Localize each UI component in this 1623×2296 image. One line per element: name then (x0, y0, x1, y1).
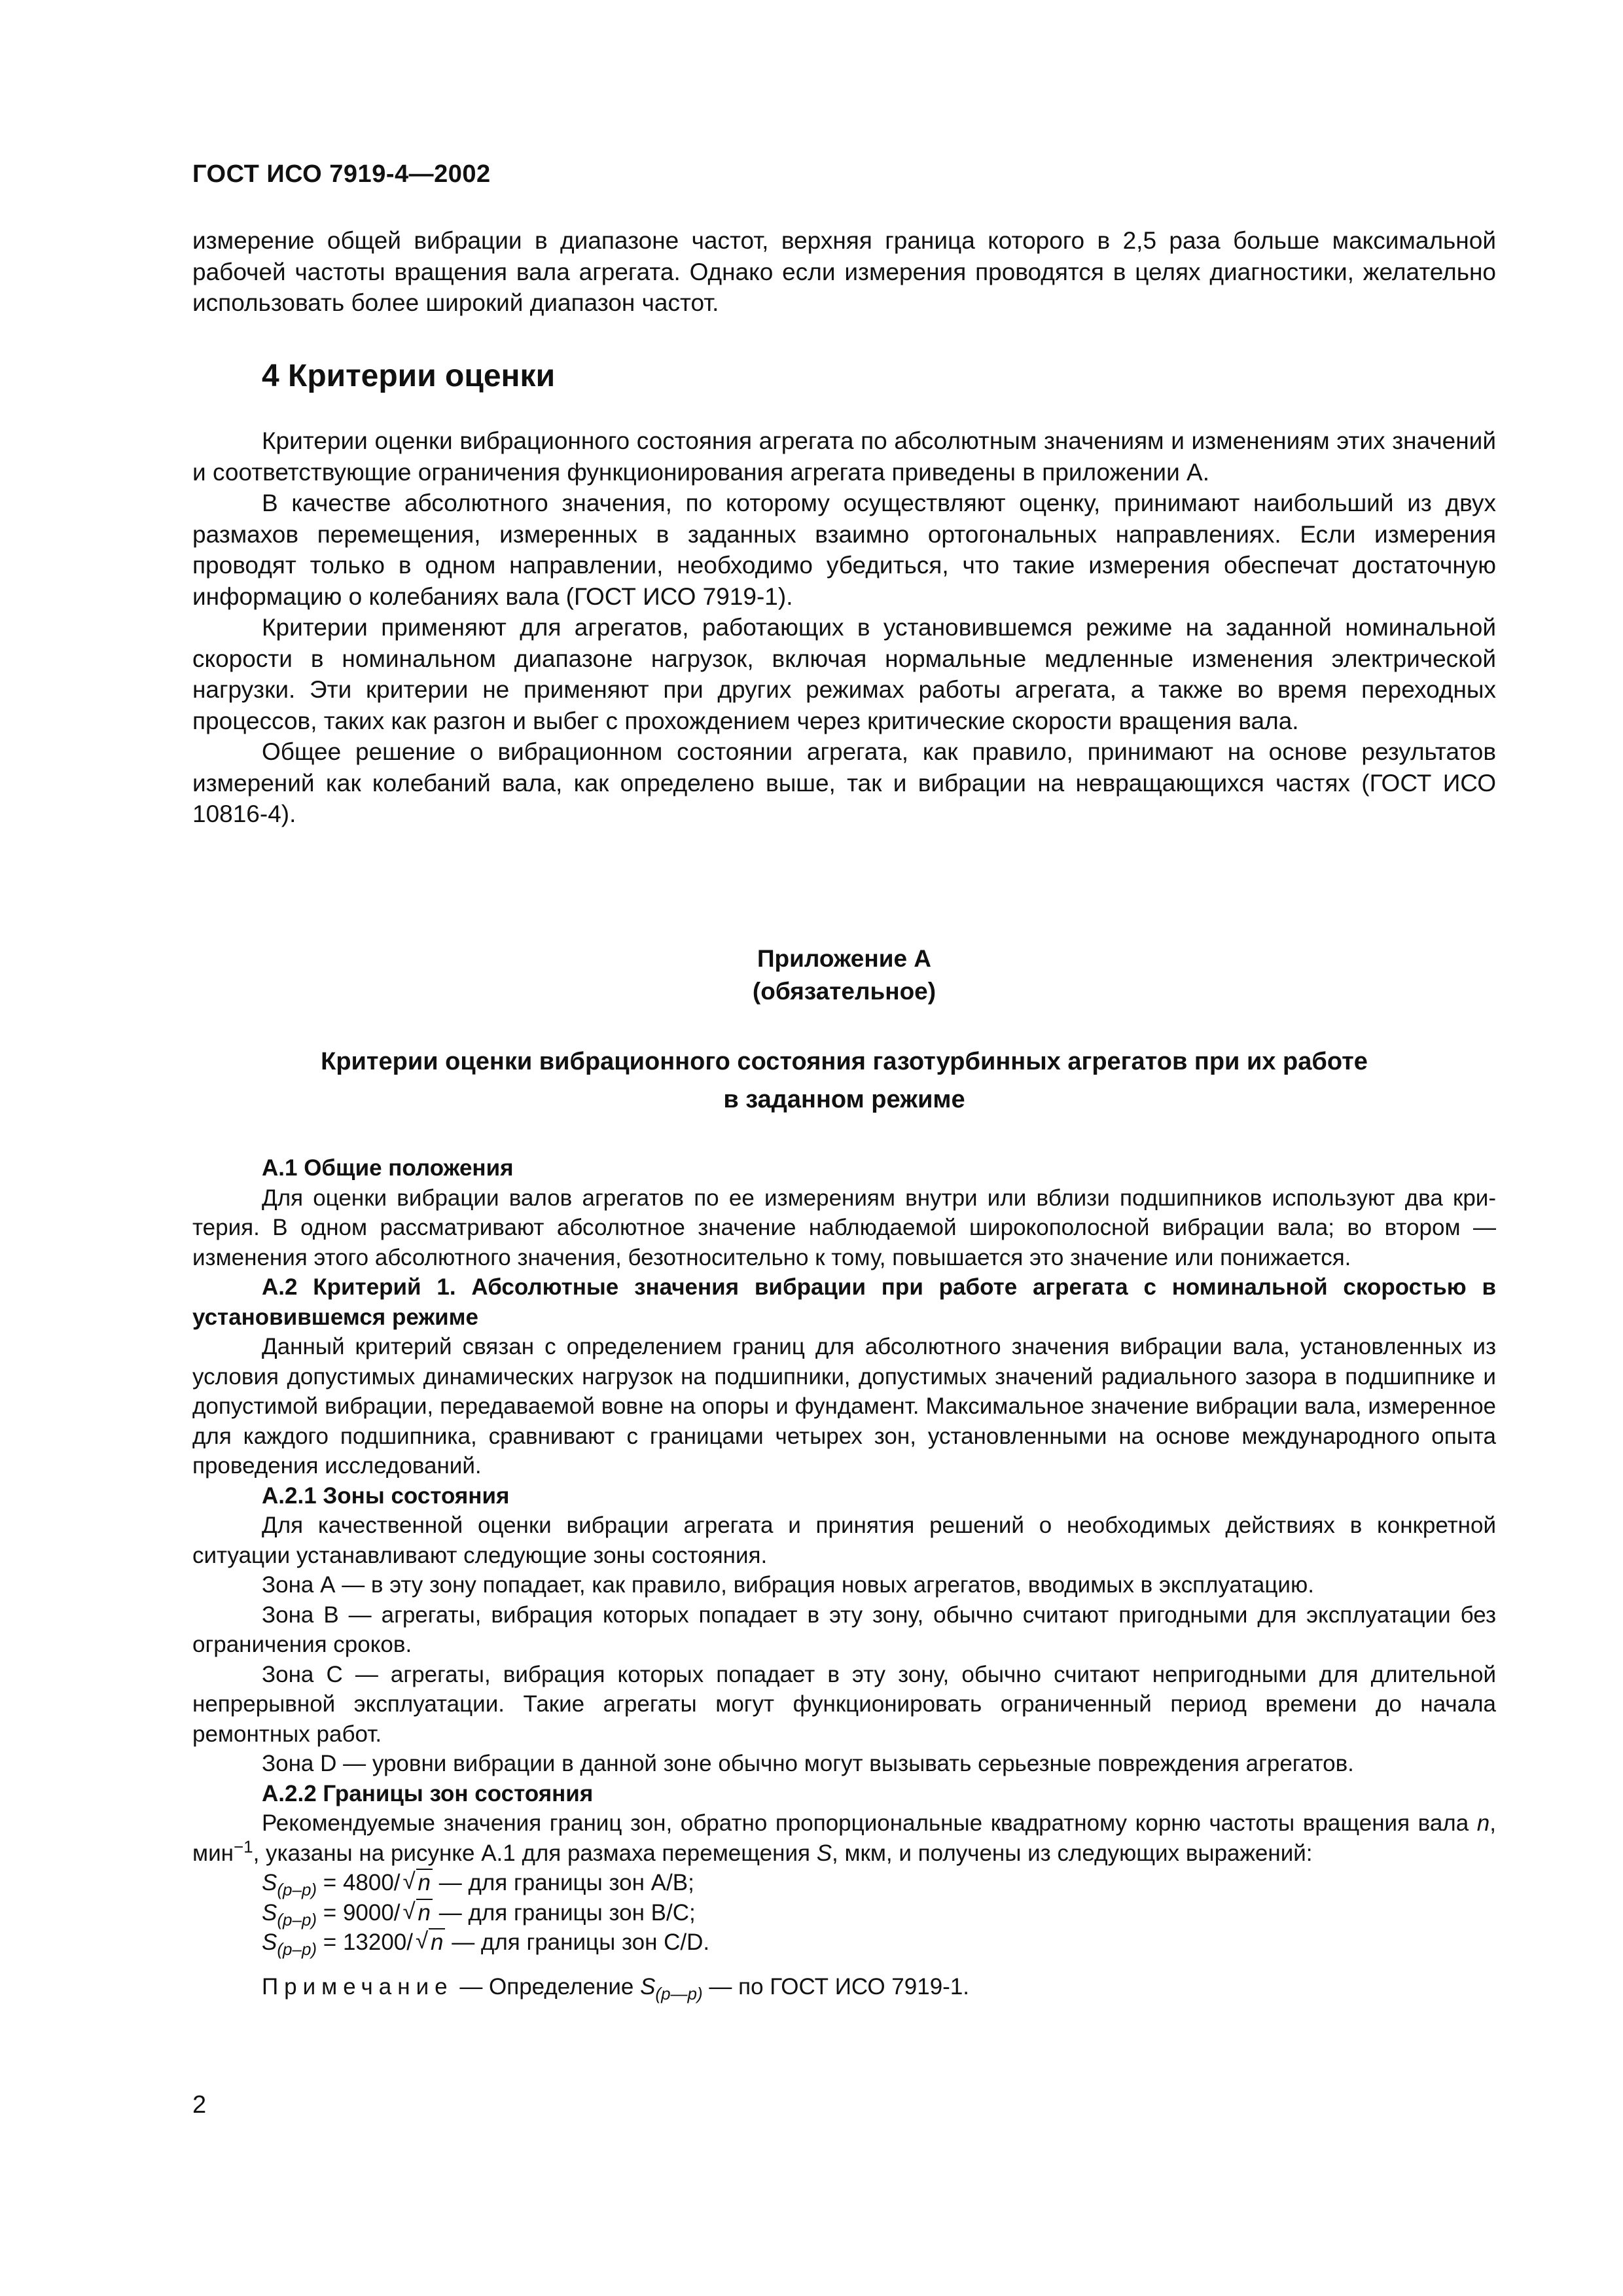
clause-a22-text-part: , мин (192, 1810, 1496, 1866)
formula-symbol: S (262, 1929, 277, 1955)
formula-symbol: S (262, 1870, 277, 1895)
zone-d-text: Зона D — уровни вибрации в данной зоне обычно могут вызывать серьезные повреждения агрегатов. (262, 1751, 1354, 1776)
variable-n: n (1476, 1810, 1490, 1836)
annex-status: (обязательное) (752, 978, 936, 1005)
section-4-paragraph: В качестве абсолютного значения, по которому осуществляют оценку, принимают наибольший из двух размахов перемещения, измеренных в заданных взаимно ортогональных направлениях. Если измерения проводят только в одном направлении, необходимо убедиться, что такие измерения обеспечат достаточную информацию о колебаниях вала (ГОСТ ИСО 7919-1). (192, 490, 1496, 610)
formula-description: — для границы зон А/В; (433, 1870, 694, 1895)
note-symbol: S (640, 1973, 656, 2000)
section-4-title: 4 Критерии оценки (262, 359, 556, 393)
note (192, 1972, 1496, 2002)
clause-a22-text-part: , указаны на рисунке А.1 для размаха перемещения (253, 1840, 817, 1866)
formula-value: = 9000/ (317, 1899, 401, 1926)
zone-a-text: Зона А — в эту зону попадает, как правило, вибрация новых агрегатов, вводимых в эксплуатацию. (262, 1572, 1314, 1598)
formula-description: — для границы зон В/С; (433, 1899, 696, 1926)
zone-b-text: Зона В — агрегаты, вибрация которых попадает в эту зону, обычно считают пригодными для эксплуатации без ограничения сроков. (192, 1602, 1496, 1657)
formula-subscript: (p–p) (277, 1909, 317, 1929)
exponent: −1 (233, 1836, 253, 1856)
clause-a2-text: Данный критерий связан с определением границ для абсолютного значения вибрации вала, установленных из условия допустимых динамических нагрузок на подшипники, допустимых значений радиального зазора в подшипнике и допустимой вибрации, передаваемой вовне на опоры и фундамент. Максимальное значение вибрации вала, измеренное для каждого подшипника, сравнивают с границами четырех зон, установленными на основе международного опыта проведения исследований. (192, 1334, 1496, 1479)
sqrt-radicand: n (429, 1928, 445, 1956)
section-4-body (192, 425, 1496, 830)
section-4-paragraph: Критерии оценки вибрационного состояния агрегата по абсолютным значениям и изменениям этих значений и соответствующие ограничения функционирования агрегата приведены в приложении А. (192, 427, 1496, 486)
formula-description: — для границы зон С/D. (445, 1929, 710, 1955)
formula-symbol: S (262, 1899, 277, 1926)
annex-title-line-2: в заданном режиме (723, 1086, 965, 1113)
clause-a2-heading: А.2 Критерий 1. Абсолютные значения вибрации при работе агрегата с номинальной скоростью в установившемся режиме (192, 1274, 1496, 1330)
note-label: Примечание (262, 1973, 454, 2000)
section-4-paragraph: Общее решение о вибрационном состоянии агрегата, как правило, принимают на основе результатов измерений как колебаний вала, как определено выше, так и вибрации на невращающихся частях (ГОСТ ИСО 10816-4). (192, 738, 1496, 827)
intro-paragraph: измерение общей вибрации в диапазоне частот, верхняя граница которого в 2,5 раза больше максимальной рабочей частоты вращения вала агрегата. Однако если измерения проводятся в целях диагностики, желательно использовать более широкий диапазон частот. (192, 227, 1496, 316)
annex-body (192, 1153, 1496, 2001)
formula-subscript: (p–p) (277, 1939, 317, 1959)
page-number: 2 (192, 2091, 207, 2119)
note-tail: — по ГОСТ ИСО 7919-1. (702, 1973, 970, 2000)
clause-a21-heading: А.2.1 Зоны состояния (262, 1482, 510, 1509)
formula-ab (192, 1868, 1496, 1898)
clause-a1-text: Для оценки вибрации валов агрегатов по ее измерениям внутри или вблизи подшипников используют два критерия. В одном рассматривают абсолютное значение наблюдаемой широкополосной вибрации вала; во втором — изменения этого абсолютного значения, безотносительно к тому, повышается это значение или понижается. (192, 1185, 1496, 1270)
variable-s: S (816, 1840, 832, 1866)
annex-label: Приложение А (757, 945, 932, 972)
zone-c-text: Зона С — агрегаты, вибрация которых попадает в эту зону, обычно считают непригодными для длительной непрерывной эксплуатации. Такие агрегаты могут функционировать ограниченный период времени до начала ремонтных работ. (192, 1661, 1496, 1747)
note-text: — Определение (453, 1973, 641, 2000)
sqrt-radicand: n (416, 1899, 433, 1926)
formula-value: = 13200/ (317, 1929, 414, 1955)
clause-a22-text (192, 1808, 1496, 1868)
sqrt-sign (416, 1928, 445, 1958)
document-header: ГОСТ ИСО 7919-4—2002 (192, 160, 491, 188)
formula-value: = 4800/ (317, 1870, 401, 1895)
formula-cd (192, 1928, 1496, 1958)
intro-block (192, 225, 1496, 319)
clause-a1-heading: А.1 Общие положения (262, 1155, 514, 1181)
section-4 (192, 357, 1496, 396)
clause-a22-heading: А.2.2 Границы зон состояния (262, 1780, 594, 1806)
formula-bc (192, 1898, 1496, 1928)
annex-heading (192, 942, 1496, 1008)
sqrt-sign (403, 1868, 433, 1898)
note-subscript: (p—p) (655, 1983, 703, 2003)
clause-a21-text: Для качественной оценки вибрации агрегата и принятия решений о необходимых действиях в конкретной ситуации устанавливают следующие зоны состояния. (192, 1513, 1496, 1568)
clause-a22-text-part: Рекомендуемые значения границ зон, обратно пропорциональные квадратному корню частоты вращения вала (262, 1810, 1477, 1836)
formula-subscript: (p–p) (277, 1880, 317, 1899)
sqrt-sign (403, 1898, 433, 1928)
annex-title (192, 1043, 1496, 1119)
section-4-paragraph: Критерии применяют для агрегатов, работающих в установившемся режиме на заданной номинальной скорости в номинальном диапазоне нагрузок, включая нормальные медленные изменения электрической нагрузки. Эти критерии не применяют при других режимах работы агрегата, а также во время переходных процессов, таких как разгон и выбег с прохождением через критические скорости вращения вала. (192, 614, 1496, 734)
clause-a22-text-part: , мкм, и получены из следующих выражений: (832, 1840, 1313, 1866)
sqrt-radicand: n (416, 1869, 433, 1896)
annex-title-line-1: Критерии оценки вибрационного состояния газотурбинных агрегатов при их работе (321, 1048, 1368, 1075)
